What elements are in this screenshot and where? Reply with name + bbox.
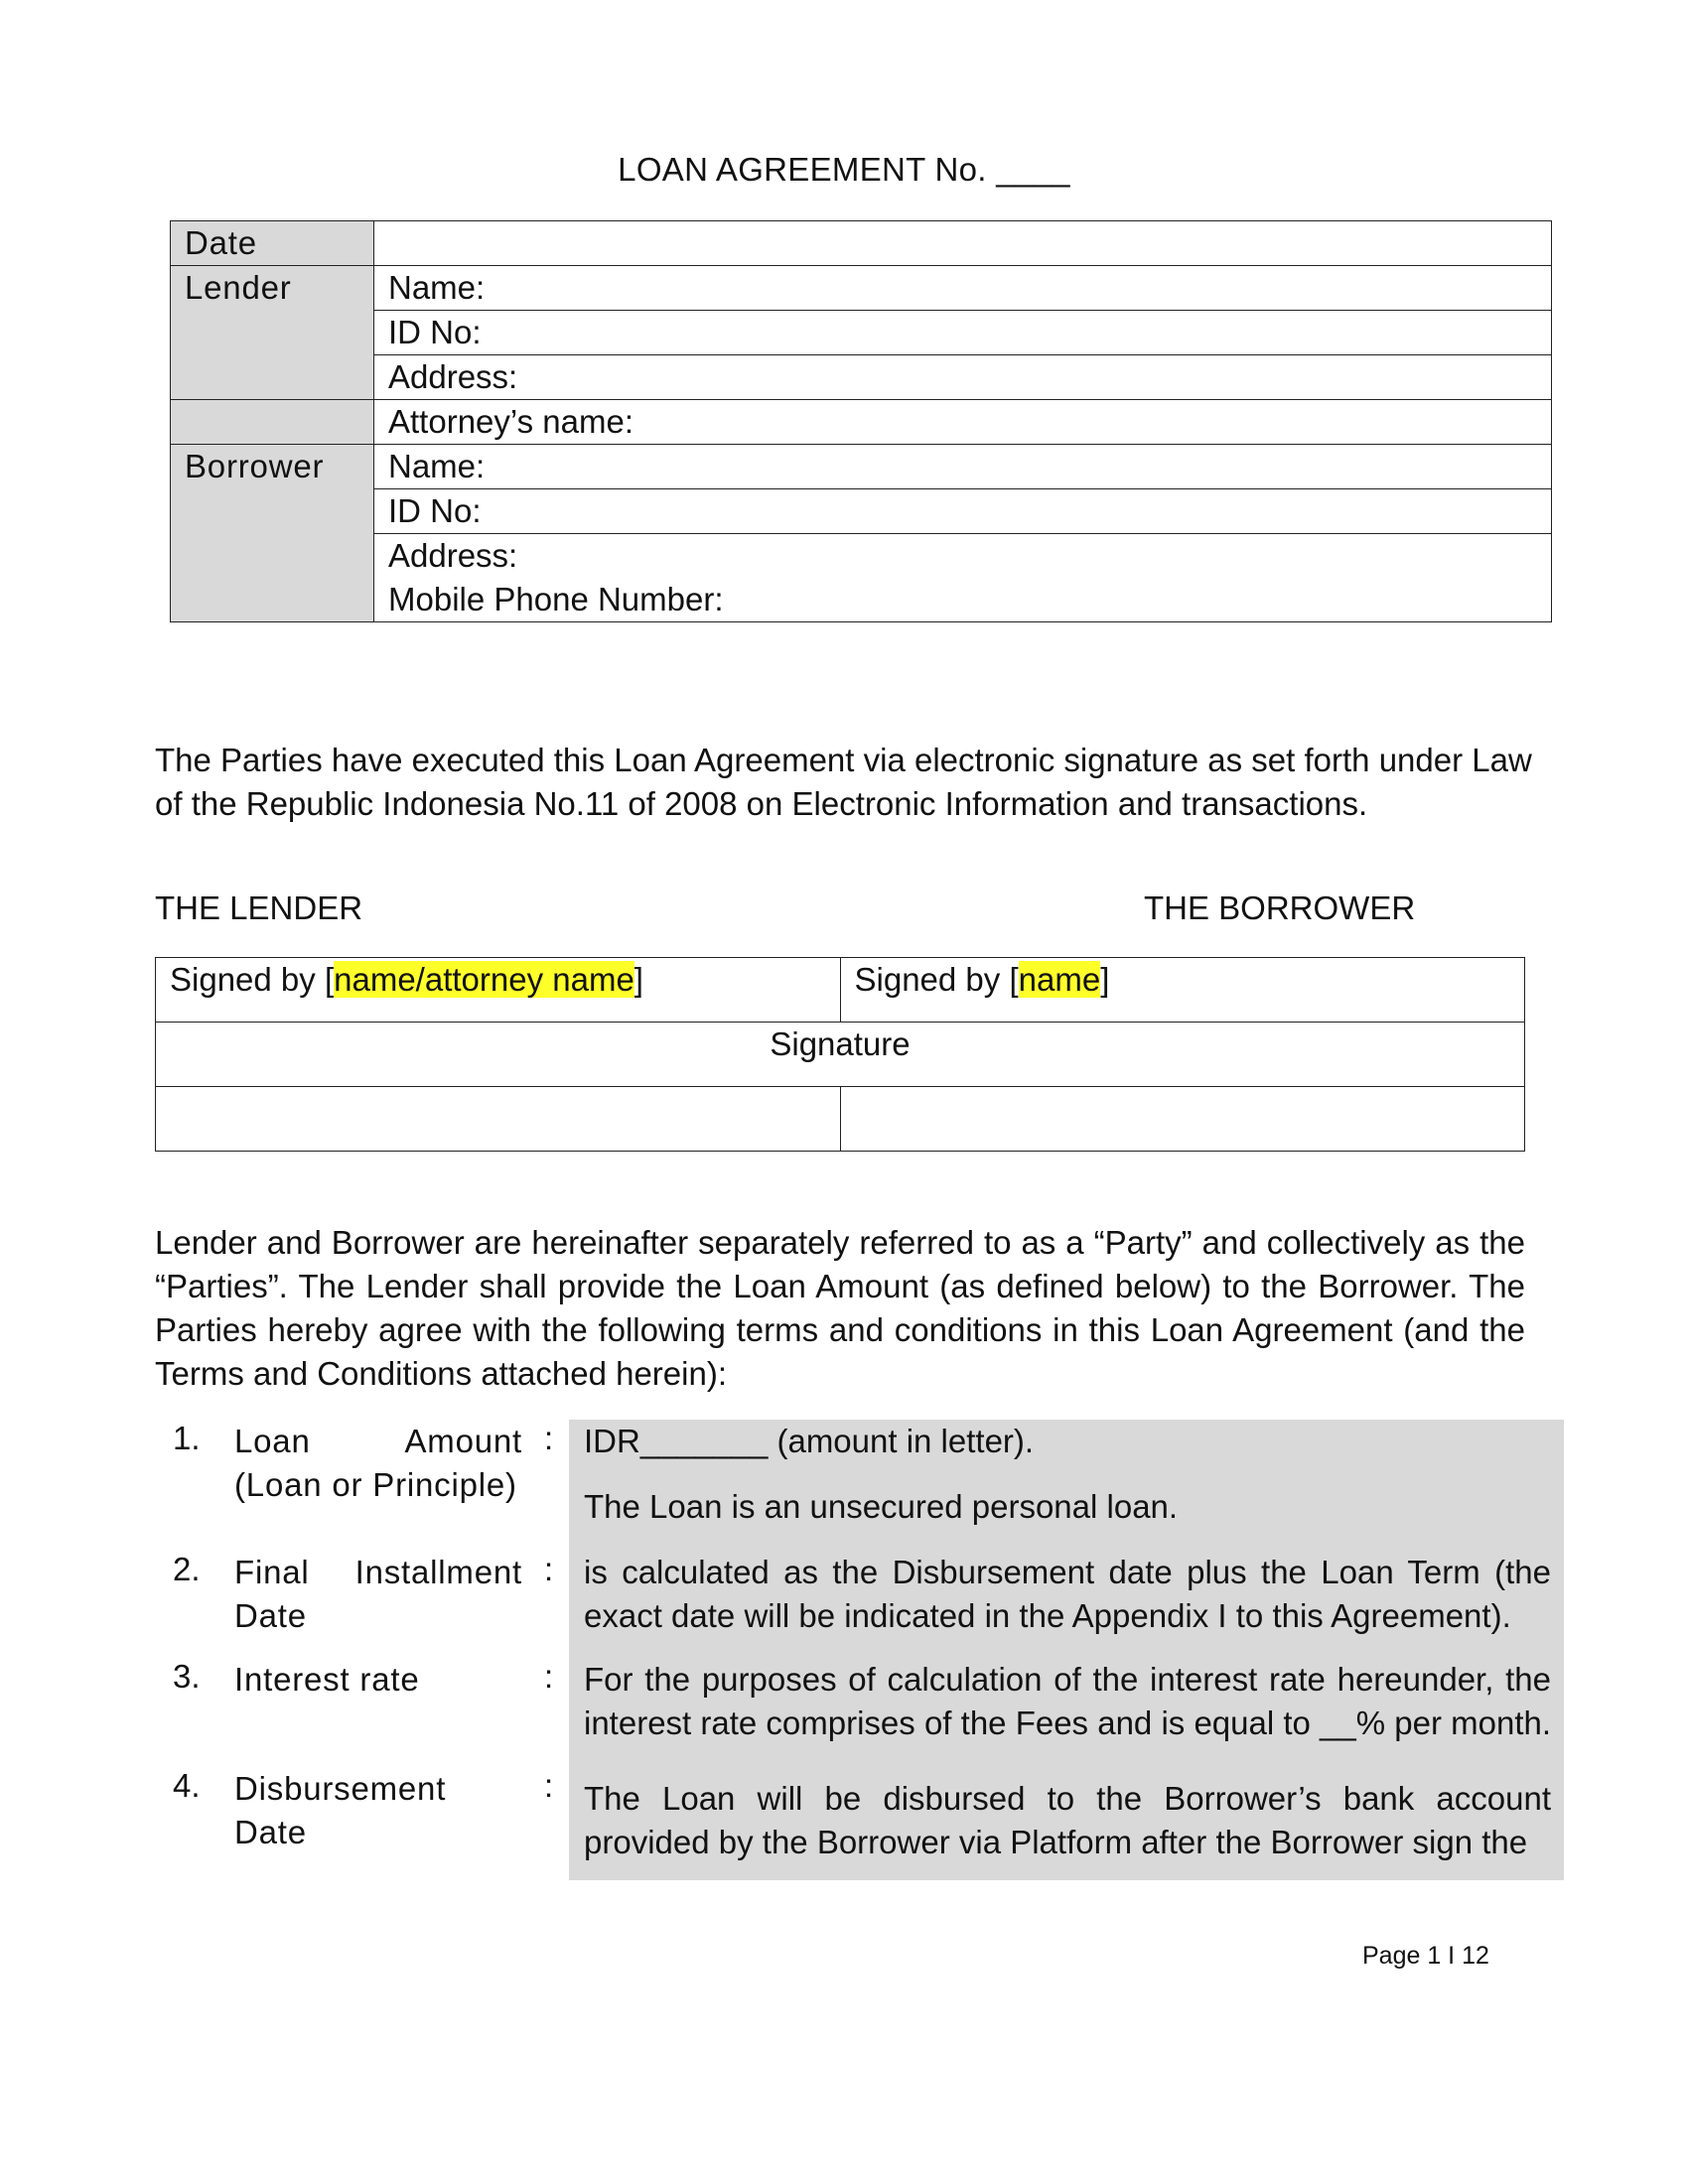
term-number: 2. (173, 1551, 201, 1587)
lender-signature-box[interactable] (156, 1087, 841, 1152)
term-colon: : (544, 1658, 554, 1695)
lender-name-row (171, 266, 1552, 311)
signed-by-suffix: ] (1100, 961, 1110, 998)
term-colon: : (544, 1551, 554, 1587)
borrower-address-row (171, 534, 1552, 622)
borrower-heading: THE BORROWER (1144, 889, 1416, 926)
term-label-line: Final Installment (234, 1554, 522, 1590)
signature-table (155, 957, 1525, 1152)
page-number: Page 1 I 12 (1362, 1942, 1489, 1970)
borrower-address-cell (374, 534, 1552, 622)
term-text-line: The Loan is an unsecured personal loan. (584, 1488, 1179, 1525)
term-label (234, 1551, 522, 1638)
term-colon: : (544, 1420, 554, 1456)
borrower-signature-box[interactable] (840, 1087, 1525, 1152)
date-label: Date (171, 221, 374, 266)
term-number: 4. (173, 1767, 201, 1804)
lender-heading: THE LENDER (155, 889, 363, 926)
term-text: is calculated as the Disbursement date plus the Loan Term (the exact date will be indicated in the Appendix I to this Agreement). (584, 1554, 1551, 1634)
signature-boxes-row (156, 1087, 1525, 1152)
term-text (584, 1420, 1551, 1529)
signed-by-row (156, 958, 1525, 1023)
term-label: Interest rate (234, 1661, 420, 1698)
term-text: For the purposes of calculation of the interest rate hereunder, the interest rate comprises of the Fees and is equal to __% per month. (584, 1661, 1552, 1741)
signed-by-prefix: Signed by [ (854, 961, 1019, 998)
lender-address-row (171, 355, 1552, 400)
borrower-name-row (171, 445, 1552, 489)
borrower-id-row (171, 489, 1552, 534)
term-number: 3. (173, 1658, 201, 1695)
attorney-name-field: Attorney’s name: (374, 400, 1552, 445)
borrower-phone-field: Mobile Phone Number: (388, 581, 724, 617)
borrower-name-field: Name: (374, 445, 1552, 489)
borrower-name-placeholder: name (1018, 961, 1101, 998)
term-text: The Loan will be disbursed to the Borrower’s bank account provided by the Borrower via Platform after the Borrower sign the (584, 1780, 1551, 1860)
lender-label: Lender (171, 266, 374, 400)
borrower-signed-by-cell (840, 958, 1525, 1023)
borrower-label: Borrower (171, 445, 374, 622)
document-title: LOAN AGREEMENT No. ____ (618, 151, 1070, 188)
signed-by-suffix: ] (633, 961, 643, 998)
signed-by-prefix: Signed by [ (170, 961, 335, 998)
term-colon: : (544, 1767, 554, 1804)
execution-paragraph: The Parties have executed this Loan Agreement via electronic signature as set forth under Law of the Republic Indonesia No.11 of 2008 on Electronic Information and transactions. (155, 742, 1532, 822)
term-text-line: IDR_______ (amount in letter). (584, 1423, 1035, 1459)
term-number: 1. (173, 1420, 201, 1456)
term-label-line: Loan Amount (234, 1423, 522, 1459)
term-label-line: Disbursement (234, 1770, 447, 1807)
term-label (234, 1767, 522, 1854)
intro-paragraph: Lender and Borrower are hereinafter separately referred to as a “Party” and collectively as the “Parties”. The Lender shall provide the Loan Amount (as defined below) to the Borrower. The Parties hereby agree with the following terms and conditions in this Loan Agreement (and the Terms and Conditions attached herein): (155, 1224, 1525, 1392)
lender-address-field: Address: (374, 355, 1552, 400)
borrower-address-field: Address: (388, 537, 518, 574)
term-label-line: Date (234, 1814, 307, 1850)
term-label (234, 1420, 522, 1507)
lender-name-field: Name: (374, 266, 1552, 311)
parties-table (170, 220, 1552, 622)
term-label-line: (Loan or Principle) (234, 1466, 517, 1503)
signature-label: Signature (156, 1023, 1525, 1087)
lender-signed-by-cell (156, 958, 841, 1023)
attorney-label-cell (171, 400, 374, 445)
date-row (171, 221, 1552, 266)
lender-id-field: ID No: (374, 311, 1552, 355)
lender-id-row (171, 311, 1552, 355)
lender-name-placeholder: name/attorney name (334, 961, 634, 998)
term-label-line: Date (234, 1597, 307, 1634)
borrower-id-field: ID No: (374, 489, 1552, 534)
date-value (374, 221, 1552, 266)
attorney-row (171, 400, 1552, 445)
signature-label-row (156, 1023, 1525, 1087)
